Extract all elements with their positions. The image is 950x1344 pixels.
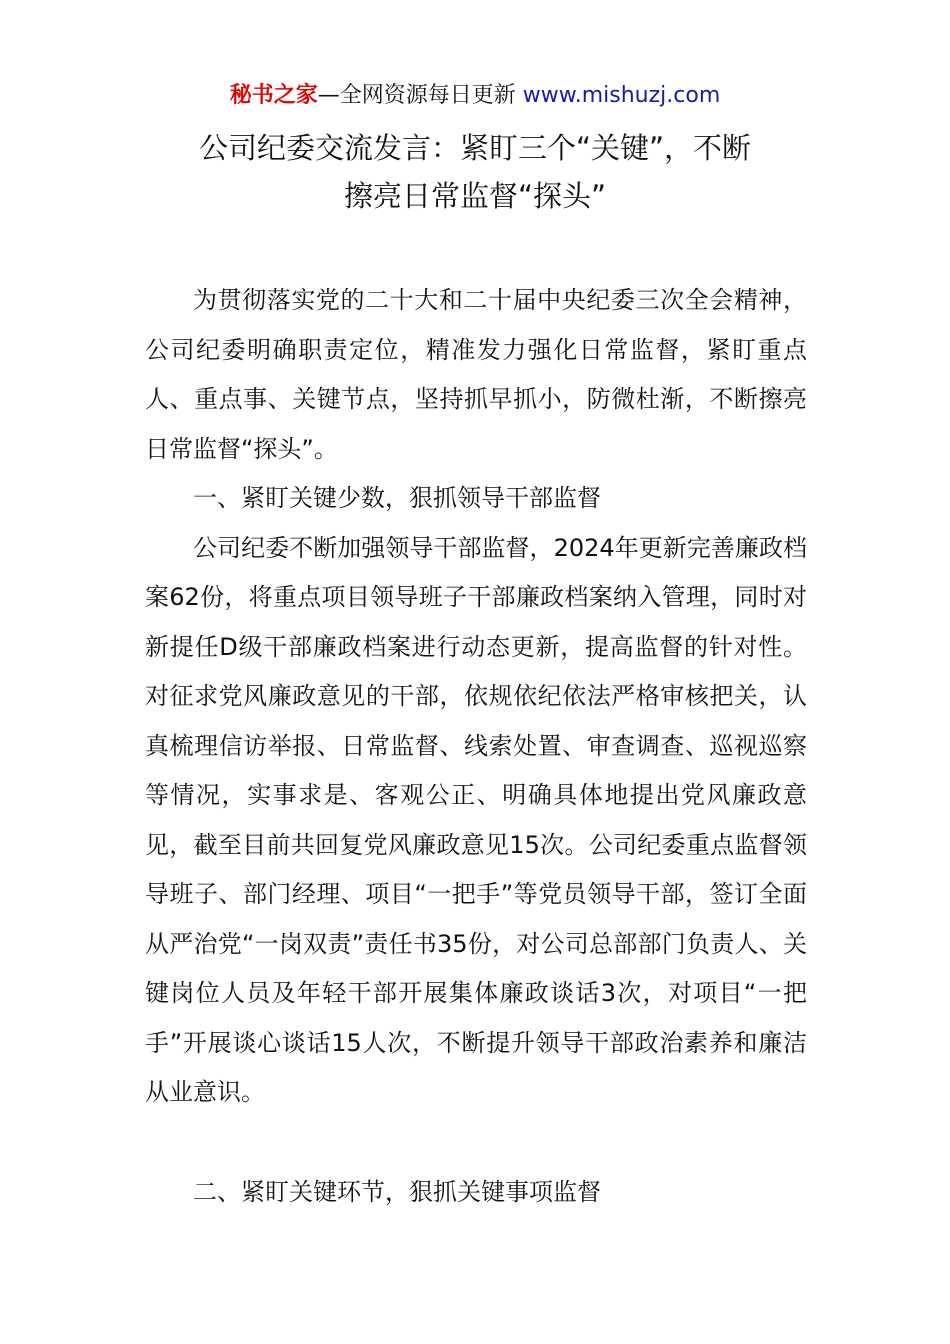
site-brand: 秘书之家	[229, 83, 318, 108]
site-url-link[interactable]: www.mishuzj.com	[515, 83, 721, 108]
document-body	[145, 276, 807, 1118]
section-1-heading: 一、紧盯关键少数，狠抓领导干部监督	[193, 484, 601, 512]
title-line-1: 公司纪委交流发言：紧盯三个“关键”，不断	[198, 131, 752, 165]
title-line-2: 擦亮日常监督“探头”	[343, 179, 607, 213]
intro-paragraph: 为贯彻落实党的二十大和二十届中央纪委三次全会精神，公司纪委明确职责定位，精准发力强化日常监督，紧盯重点人、重点事、关键节点，坚持抓早抓小，防微杜渐，不断擦亮日常监督“探头”。	[145, 286, 807, 463]
section-2-heading: 二、紧盯关键环节，狠抓关键事项监督	[193, 1178, 601, 1206]
site-tagline: —全网资源每日更新	[317, 83, 516, 108]
site-header	[0, 80, 950, 112]
document-title	[100, 124, 850, 220]
section-1-paragraph: 公司纪委不断加强领导干部监督，2024年更新完善廉政档案62份，将重点项目领导班子干部廉政档案纳入管理，同时对新提任D级干部廉政档案进行动态更新，提高监督的针对性。对征求党风廉政意见的干部，依规依纪依法严格审核把关，认真梳理信访举报、日常监督、线索处置、审查调查、巡视巡察等情况，实事求是、客观公正、明确具体地提出党风廉政意见，截至目前共回复党风廉政意见15次。公司纪委重点监督领导班子、部门经理、项目“一把手”等党员领导干部，签订全面从严治党“一岗双责”责任书35份，对公司总部部门负责人、关键岗位人员及年轻干部开展集体廉政谈话3次，对项目“一把手”开展谈心谈话15人次，不断提升领导干部政治素养和廉洁从业意识。	[145, 533, 807, 1106]
